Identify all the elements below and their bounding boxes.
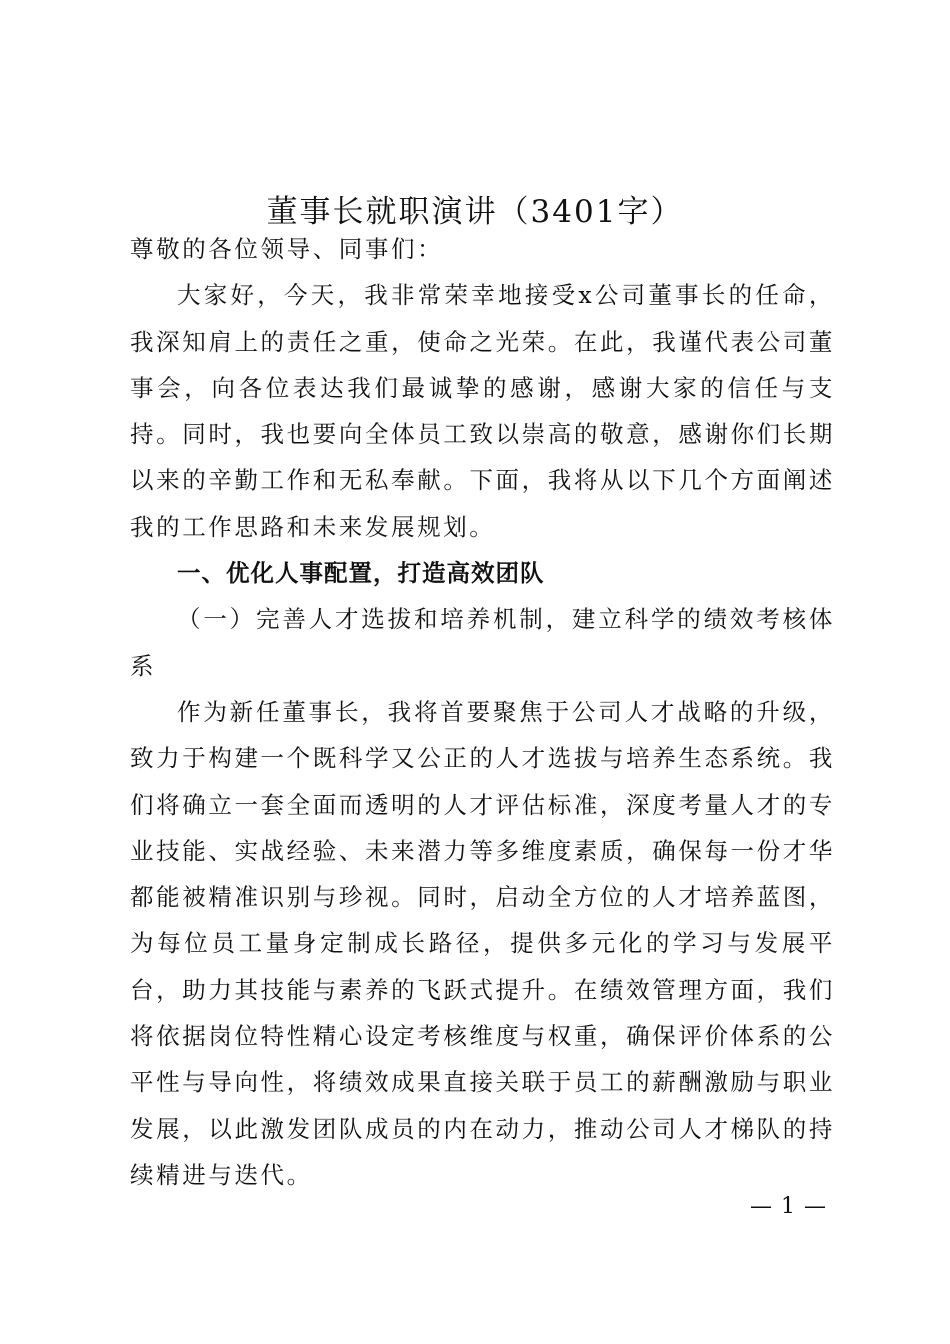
document-body xyxy=(130,226,835,1198)
page-number: — 1 — xyxy=(750,1194,827,1219)
subsection-heading: （一）完善人才选拔和培养机制，建立科学的绩效考核体系 xyxy=(130,605,835,680)
opening-paragraph: 大家好，今天，我非常荣幸地接受x公司董事长的任命，我深知肩上的责任之重，使命之光荣。在此，我谨代表公司董事会，向各位表达我们最诚挚的感谢，感谢大家的信任与支持。同时，我也要向全体员工致以崇高的敬意，感谢你们长期以来的辛勤工作和无私奉献。下面，我将从以下几个方面阐述我的工作思路和未来发展规划。 xyxy=(130,281,835,541)
section-paragraph: 作为新任董事长，我将首要聚焦于公司人才战略的升级，致力于构建一个既科学又公正的人才选拔与培养生态系统。我们将确立一套全面而透明的人才评估标准，深度考量人才的专业技能、实战经验、未来潜力等多维度素质，确保每一份才华都能被精准识别与珍视。同时，启动全方位的人才培养蓝图，为每位员工量身定制成长路径，提供多元化的学习与发展平台，助力其技能与素养的飞跃式提升。在绩效管理方面，我们将依据岗位特性精心设定考核维度与权重，确保评价体系的公平性与导向性，将绩效成果直接关联于员工的薪酬激励与职业发展，以此激发团队成员的内在动力，推动公司人才梯队的持续精进与迭代。 xyxy=(130,697,835,1189)
salutation: 尊敬的各位领导、同事们： xyxy=(130,235,444,263)
section-heading: 一、优化人事配置，打造高效团队 xyxy=(177,559,545,588)
document-title: 董事长就职演讲（3401字） xyxy=(266,193,684,230)
